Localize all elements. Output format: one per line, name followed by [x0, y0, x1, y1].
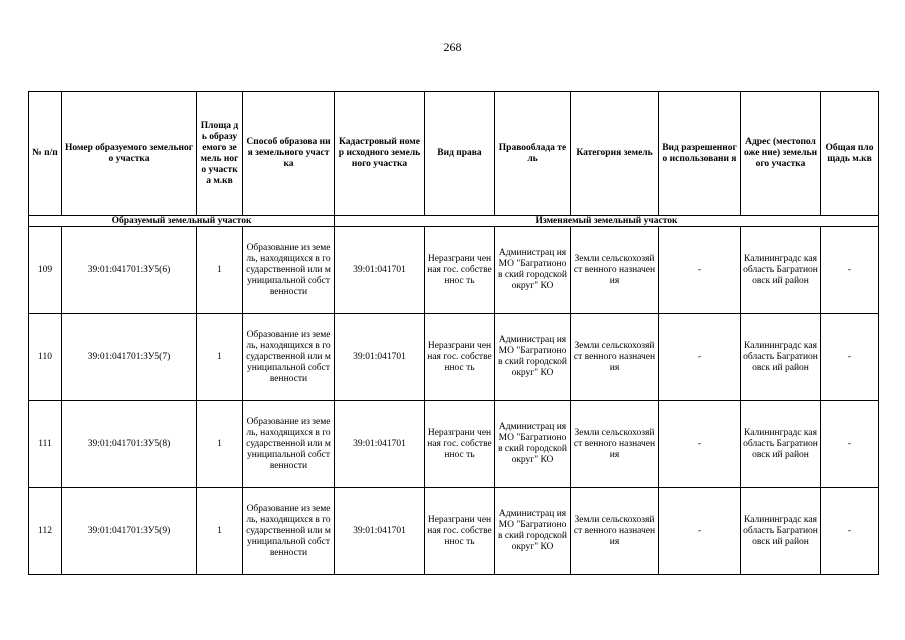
formation-method-cell: Образование из земель, находящихся в государственной или муниципальной собственности	[243, 488, 335, 575]
header-cell: № п/п	[29, 92, 62, 216]
header-cell: Адрес (местоположе ние) земельного участка	[741, 92, 821, 216]
page-number: 268	[443, 40, 462, 54]
plot-area-cell: 1	[197, 401, 243, 488]
plot-number-cell: 39:01:041701:ЗУ5(9)	[62, 488, 197, 575]
header-cell: Вид разрешенного использовани я	[659, 92, 741, 216]
total-area-cell: -	[821, 314, 879, 401]
plot-address-cell: Калининградс кая область Багратионовск ий район	[741, 401, 821, 488]
right-type-cell: Неразграни ченная гос. собственнос ть	[425, 488, 495, 575]
plot-address-cell: Калининградс кая область Багратионовск ий район	[741, 488, 821, 575]
total-area-cell: -	[821, 227, 879, 314]
plot-number-cell: 39:01:041701:ЗУ5(7)	[62, 314, 197, 401]
header-cell: Способ образова ния земельного участка	[243, 92, 335, 216]
right-holder-cell: Администрац ия МО "Багратионов ский городской округ" КО	[495, 488, 571, 575]
plot-address-cell: Калининградс кая область Багратионовск ий район	[741, 314, 821, 401]
row-number-cell: 110	[29, 314, 62, 401]
header-cell: Общая площадь м.кв	[821, 92, 879, 216]
cadastral-number-cell: 39:01:041701	[335, 401, 425, 488]
header-cell: Кадастровый номер исходного земельного участка	[335, 92, 425, 216]
total-area-cell: -	[821, 488, 879, 575]
land-category-cell: Земли сельскохозяйст венного назначения	[571, 488, 659, 575]
land-plots-table	[28, 91, 879, 575]
row-number-cell: 111	[29, 401, 62, 488]
table-row	[29, 227, 879, 314]
section-formed-plot: Образуемый земельный участок	[29, 216, 335, 227]
right-type-cell: Неразграни ченная гос. собственнос ть	[425, 401, 495, 488]
section-row	[29, 216, 879, 227]
plot-address-cell: Калининградс кая область Багратионовск ий район	[741, 227, 821, 314]
section-changed-plot: Изменяемый земельный участок	[335, 216, 879, 227]
plot-area-cell: 1	[197, 227, 243, 314]
plot-number-cell: 39:01:041701:ЗУ5(8)	[62, 401, 197, 488]
header-cell: Площа дь образу емого земель ного участк а м.кв	[197, 92, 243, 216]
formation-method-cell: Образование из земель, находящихся в государственной или муниципальной собственности	[243, 401, 335, 488]
right-type-cell: Неразграни ченная гос. собственнос ть	[425, 227, 495, 314]
table-row	[29, 314, 879, 401]
formation-method-cell: Образование из земель, находящихся в государственной или муниципальной собственности	[243, 314, 335, 401]
row-number-cell: 109	[29, 227, 62, 314]
header-cell: Категория земель	[571, 92, 659, 216]
table-row	[29, 401, 879, 488]
right-holder-cell: Администрац ия МО "Багратионов ский городской округ" КО	[495, 227, 571, 314]
table-row	[29, 488, 879, 575]
cadastral-number-cell: 39:01:041701	[335, 314, 425, 401]
permitted-use-cell: -	[659, 401, 741, 488]
cadastral-number-cell: 39:01:041701	[335, 488, 425, 575]
cadastral-number-cell: 39:01:041701	[335, 227, 425, 314]
row-number-cell: 112	[29, 488, 62, 575]
permitted-use-cell: -	[659, 227, 741, 314]
land-category-cell: Земли сельскохозяйст венного назначения	[571, 401, 659, 488]
permitted-use-cell: -	[659, 488, 741, 575]
plot-area-cell: 1	[197, 488, 243, 575]
land-category-cell: Земли сельскохозяйст венного назначения	[571, 227, 659, 314]
plot-area-cell: 1	[197, 314, 243, 401]
table-body	[29, 92, 879, 575]
formation-method-cell: Образование из земель, находящихся в государственной или муниципальной собственности	[243, 227, 335, 314]
plot-number-cell: 39:01:041701:ЗУ5(6)	[62, 227, 197, 314]
total-area-cell: -	[821, 401, 879, 488]
land-category-cell: Земли сельскохозяйст венного назначения	[571, 314, 659, 401]
header-cell: Вид права	[425, 92, 495, 216]
right-type-cell: Неразграни ченная гос. собственнос ть	[425, 314, 495, 401]
header-cell: Номер образуемого земельного участка	[62, 92, 197, 216]
right-holder-cell: Администрац ия МО "Багратионов ский городской округ" КО	[495, 314, 571, 401]
permitted-use-cell: -	[659, 314, 741, 401]
right-holder-cell: Администрац ия МО "Багратионов ский городской округ" КО	[495, 401, 571, 488]
header-cell: Правооблада тель	[495, 92, 571, 216]
header-row	[29, 92, 879, 216]
